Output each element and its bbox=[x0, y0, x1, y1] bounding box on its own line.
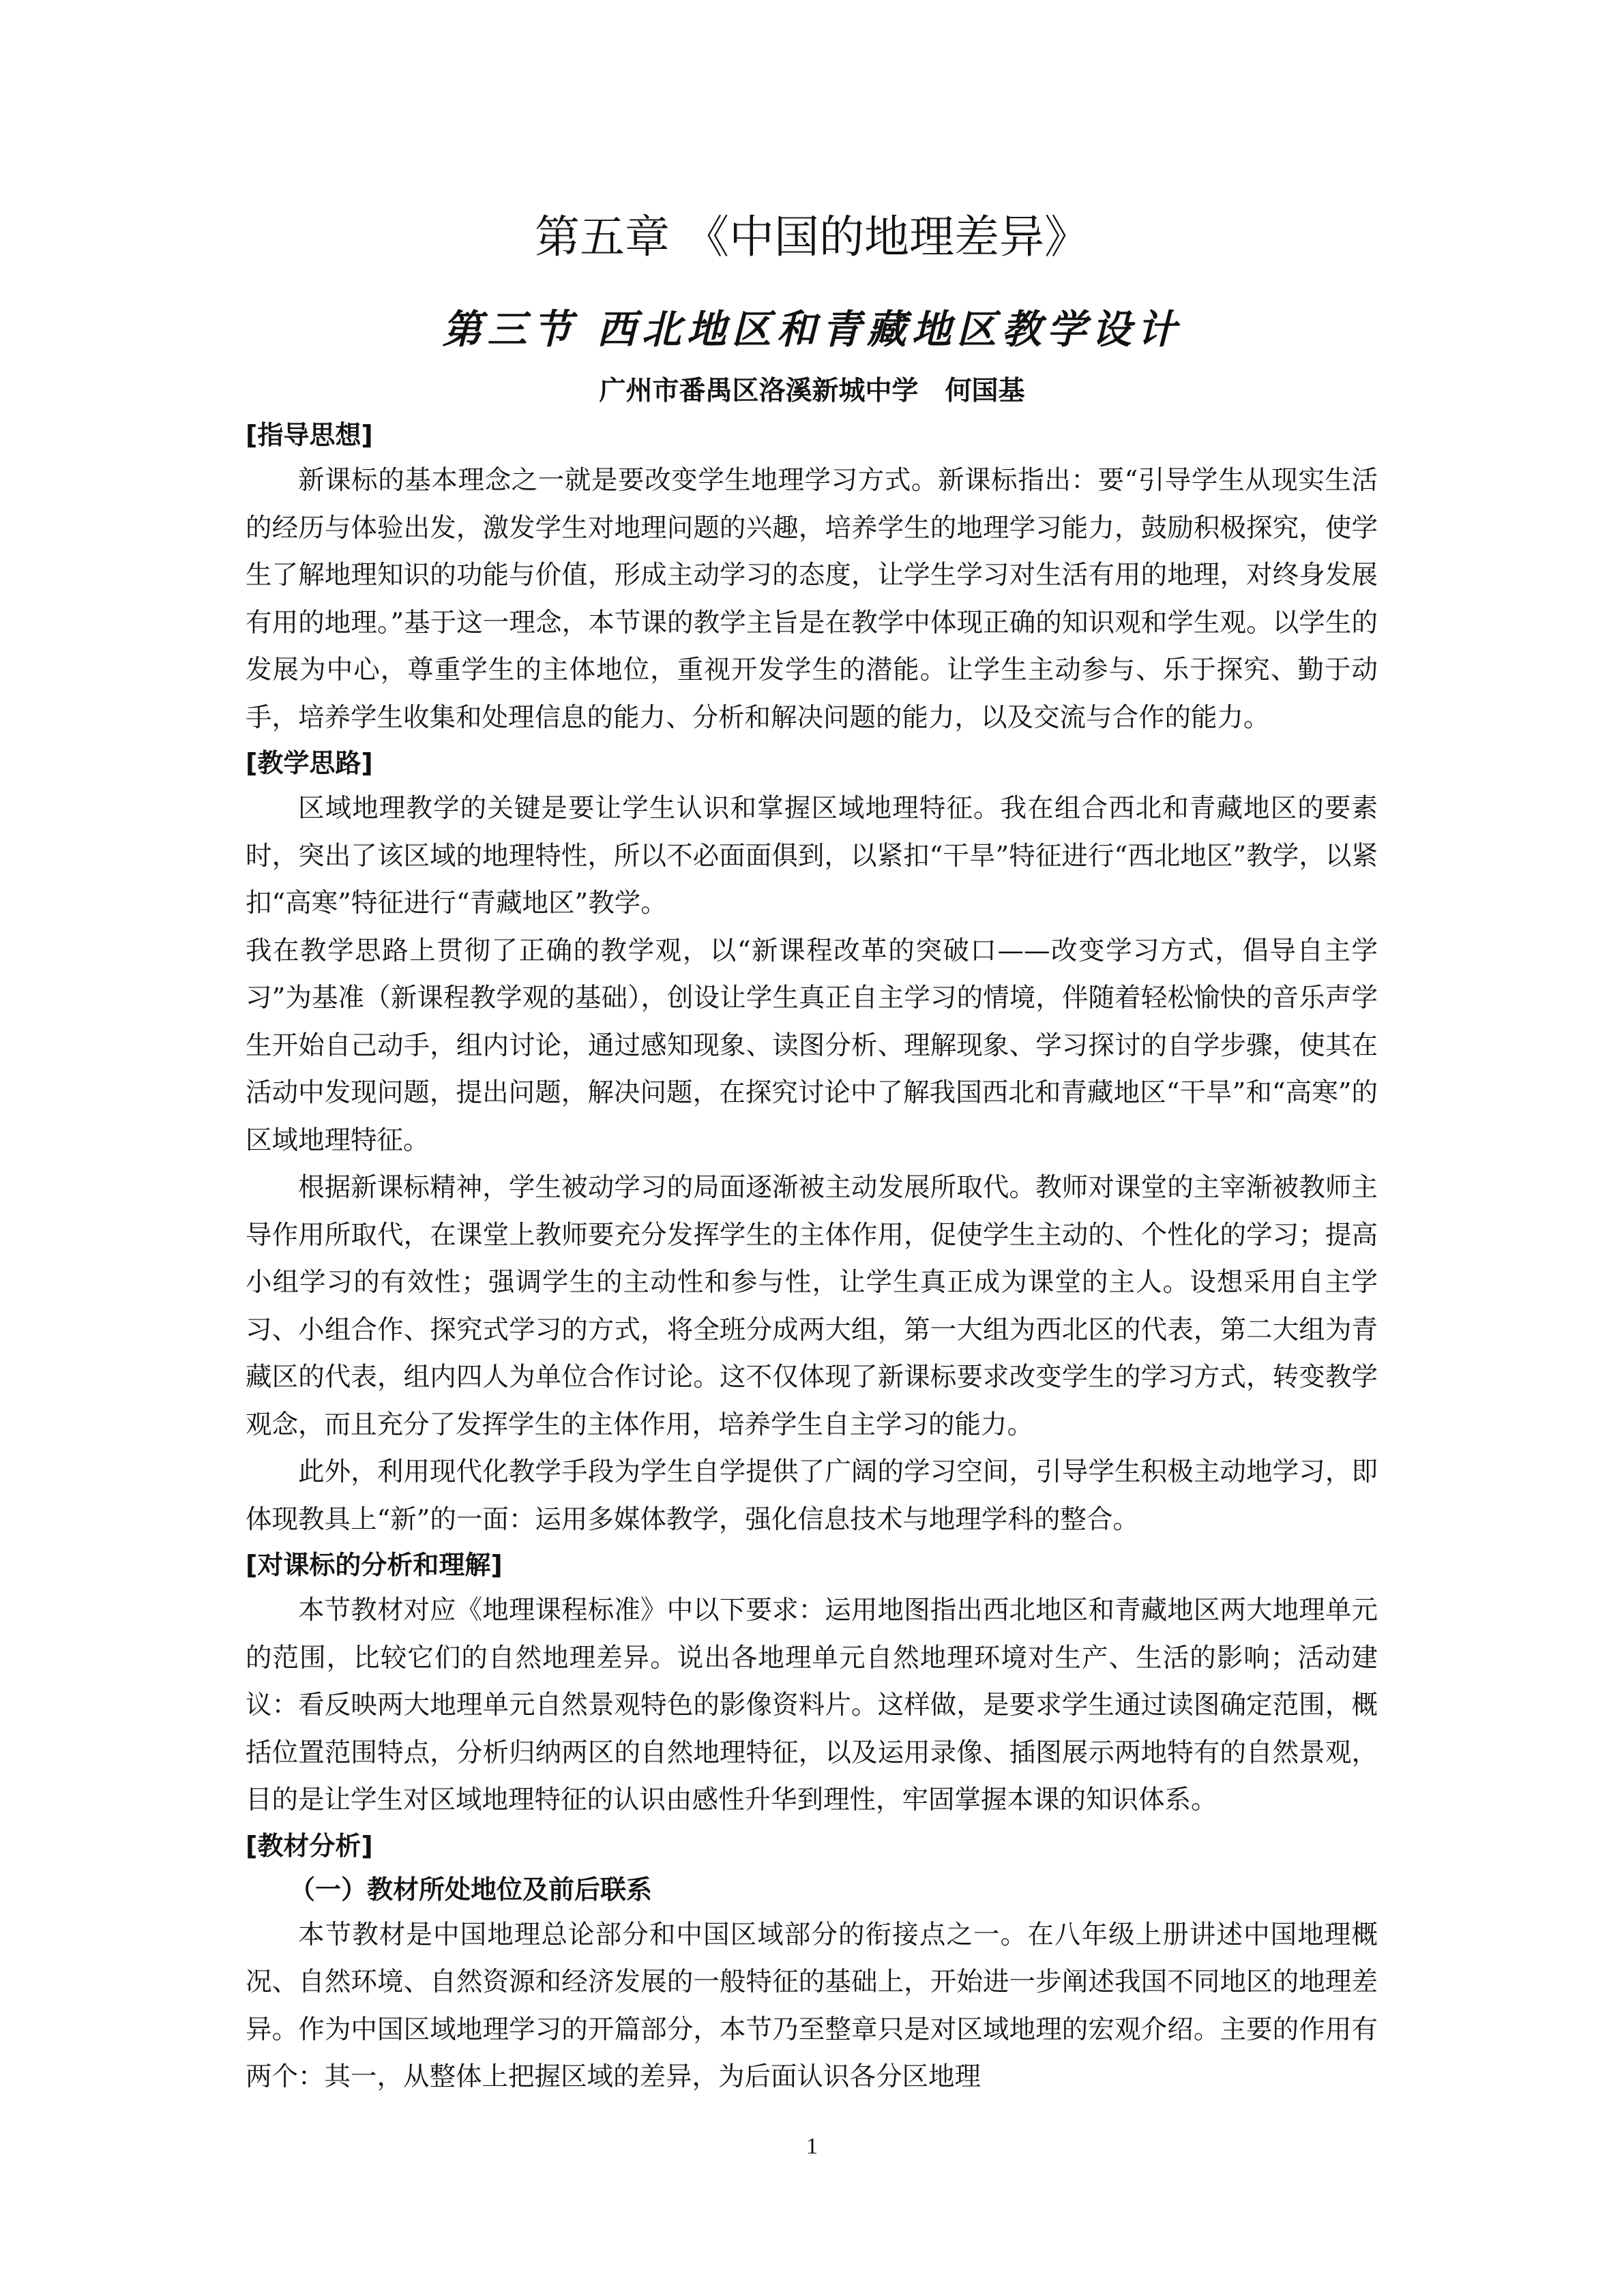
section-title: 第三节 西北地区和青藏地区教学设计 bbox=[442, 306, 1182, 353]
paragraph: 新课标的基本理念之一就是要改变学生地理学习方式。新课标指出：要“引导学生从现实生活的经历与体验出发，激发学生对地理问题的兴趣，培养学生的地理学习能力，鼓励积极探究，使学生了解地理知识的功能与价值，形成主动学习的态度，让学生学习对生活有用的地理，对终身发展有用的地理。”基于这一理念，本节课的教学主旨是在教学中体现正确的知识观和学生观。以学生的发展为中心，尊重学生的主体地位，重视开发学生的潜能。让学生主动参与、乐于探究、勤于动手，培养学生收集和处理信息的能力、分析和解决问题的能力，以及交流与合作的能力。 bbox=[246, 465, 1378, 733]
section-heading-teaching-approach: [教学思路] bbox=[246, 748, 373, 778]
paragraph: 本节教材是中国地理总论部分和中国区域部分的衔接点之一。在八年级上册讲述中国地理概况、自然环境、自然资源和经济发展的一般特征的基础上，开始进一步阐述我国不同地区的地理差异。作为中国区域地理学习的开篇部分，本节乃至整章只是对区域地理的宏观介绍。主要的作用有两个：其一，从整体上把握区域的差异，为后面认识各分区地理 bbox=[246, 1919, 1378, 2092]
paragraph: 本节教材对应《地理课程标准》中以下要求：运用地图指出西北地区和青藏地区两大地理单元的范围，比较它们的自然地理差异。说出各地理单元自然地理环境对生产、生活的影响；活动建议：看反映两大地理单元自然景观特色的影像资料片。这样做，是要求学生通过读图确定范围，概括位置范围特点，分析归纳两区的自然地理特征，以及运用录像、插图展示两地特有的自然景观，目的是让学生对区域地理特征的认识由感性升华到理性，牢固掌握本课的知识体系。 bbox=[246, 1595, 1378, 1815]
document-body bbox=[246, 413, 1378, 2101]
section-heading-textbook-analysis: [教材分析] bbox=[246, 1830, 373, 1861]
section-heading-curriculum-analysis: [对课标的分析和理解] bbox=[246, 1550, 503, 1580]
subsection-heading: （一）教材所处地位及前后联系 bbox=[289, 1874, 653, 1905]
paragraph: 我在教学思路上贯彻了正确的教学观，以“新课程改革的突破口——改变学习方式，倡导自主学习”为基准（新课程教学观的基础），创设让学生真正自主学习的情境，伴随着轻松愉快的音乐声学生开始自己动手，组内讨论，通过感知现象、读图分析、理解现象、学习探讨的自学步骤，使其在活动中发现问题，提出问题，解决问题，在探究讨论中了解我国西北和青藏地区“干旱”和“高寒”的区域地理特征。 bbox=[246, 935, 1378, 1156]
author-line: 广州市番禺区洛溪新城中学 何国基 bbox=[599, 376, 1025, 406]
page-number: 1 bbox=[806, 2134, 818, 2159]
paragraph: 根据新课标精神，学生被动学习的局面逐渐被主动发展所取代。教师对课堂的主宰渐被教师主导作用所取代，在课堂上教师要充分发挥学生的主体作用，促使学生主动的、个性化的学习；提高小组学习的有效性；强调学生的主动性和参与性，让学生真正成为课堂的主人。设想采用自主学习、小组合作、探究式学习的方式，将全班分成两大组，第一大组为西北区的代表，第二大组为青藏区的代表，组内四人为单位合作讨论。这不仅体现了新课标要求改变学生的学习方式，转变教学观念，而且充分了发挥学生的主体作用，培养学生自主学习的能力。 bbox=[246, 1172, 1378, 1440]
paragraph: 此外，利用现代化教学手段为学生自学提供了广阔的学习空间，引导学生积极主动地学习，即体现教具上“新”的一面：运用多媒体教学，强化信息技术与地理学科的整合。 bbox=[246, 1457, 1378, 1535]
paragraph: 区域地理教学的关键是要让学生认识和掌握区域地理特征。我在组合西北和青藏地区的要素时，突出了该区域的地理特性，所以不必面面俱到，以紧扣“干旱”特征进行“西北地区”教学，以紧扣“高寒”特征进行“青藏地区”教学。 bbox=[246, 793, 1378, 919]
chapter-title: 第五章 《中国的地理差异》 bbox=[535, 211, 1089, 263]
section-heading-guiding-ideas: [指导思想] bbox=[246, 420, 373, 450]
